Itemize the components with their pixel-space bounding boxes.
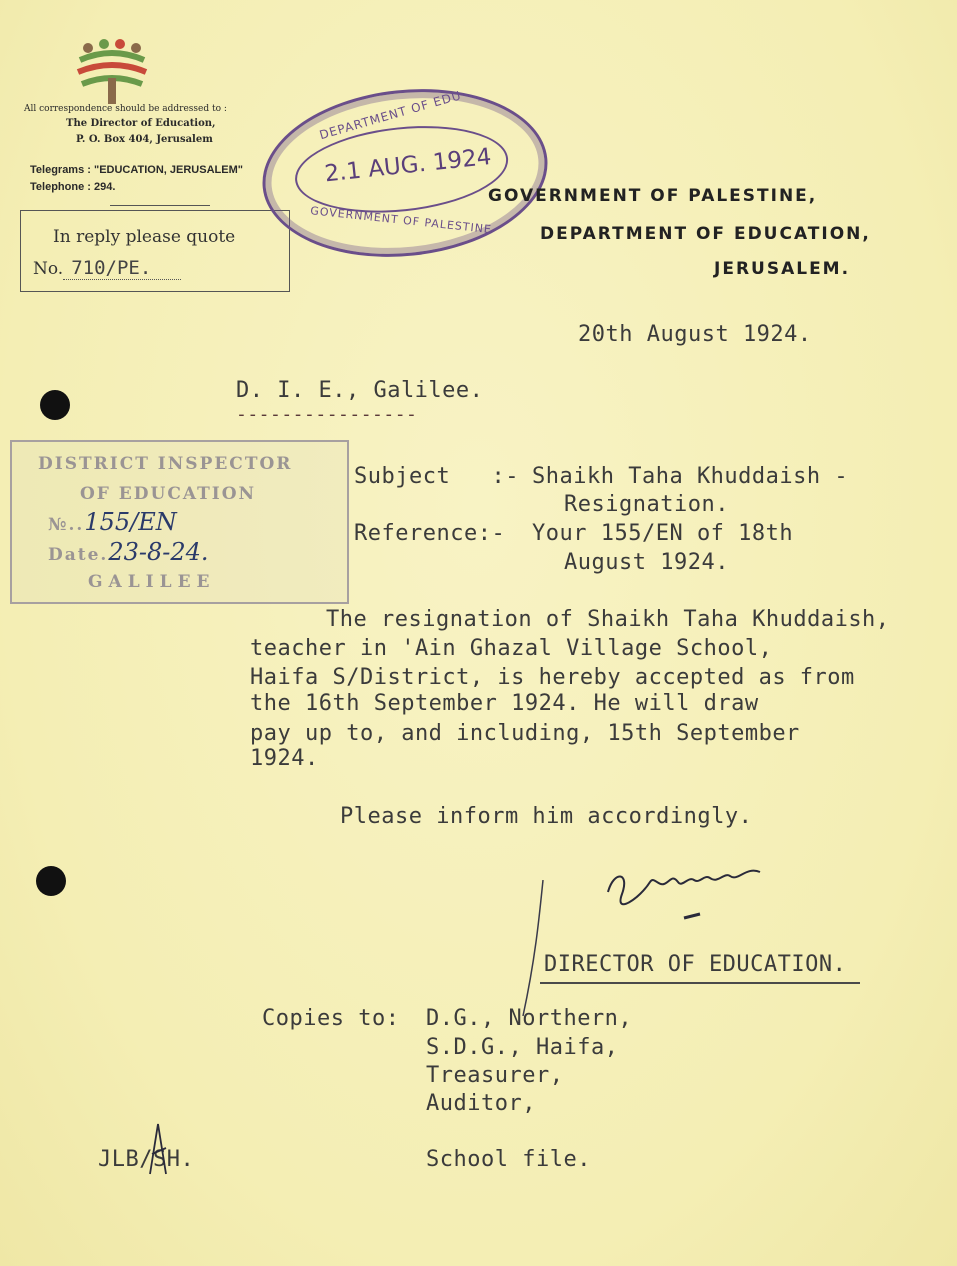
district-inspector-stamp — [10, 440, 349, 604]
address-line: The Director of Education, — [66, 118, 216, 129]
handwritten-signature — [600, 852, 780, 922]
copies-item: Auditor, — [426, 1091, 536, 1116]
reply-quote-box — [20, 210, 290, 292]
body-line: The resignation of Shaikh Taha Khuddaish, — [326, 607, 890, 632]
org-line-department: DEPARTMENT OF EDUCATION, — [540, 224, 871, 244]
di-stamp-number — [48, 508, 177, 536]
closing-line: Please inform him accordingly. — [340, 804, 753, 829]
body-line: Haifa S/District, is hereby accepted as from — [250, 665, 855, 690]
di-stamp-date — [48, 538, 209, 566]
org-line-government: GOVERNMENT OF PALESTINE, — [488, 186, 818, 206]
stamp-bottom-text: GOVERNMENT OF PALESTINE — [309, 204, 493, 237]
copies-label: Copies to: — [262, 1006, 400, 1031]
reference-line: August 1924. — [564, 550, 729, 575]
reply-no-label: No. — [33, 259, 64, 279]
di-stamp-line: GALILEE — [88, 572, 216, 592]
typist-initials: JLB/SH. — [98, 1147, 195, 1172]
subject-label: Subject :- — [354, 464, 519, 489]
body-line: the 16th September 1924. He will draw — [250, 691, 759, 716]
body-line: teacher in 'Ain Ghazal Village School, — [250, 636, 773, 661]
copies-item-school-file: School file. — [426, 1147, 591, 1172]
di-date-value: 23-8-24. — [108, 538, 209, 566]
addressee-underline: ---------------- — [236, 404, 418, 425]
telegrams-line: Telegrams : "EDUCATION, JERUSALEM" — [30, 164, 243, 176]
reply-label: In reply please quote — [53, 227, 236, 247]
copies-item: D.G., Northern, — [426, 1006, 633, 1031]
signature-stroke — [515, 880, 555, 1020]
subject-line: Shaikh Taha Khuddaish - — [532, 464, 849, 489]
di-no-value: 155/EN — [84, 508, 177, 536]
addressee: D. I. E., Galilee. — [236, 378, 484, 403]
initials-mark — [140, 1118, 180, 1178]
divider — [110, 205, 210, 206]
reference-label: Reference:- — [354, 521, 506, 546]
reference-line: Your 155/EN of 18th — [532, 521, 794, 546]
di-date-label: Date. — [48, 545, 109, 565]
letter-date: 20th August 1924. — [578, 322, 812, 347]
subject-line: Resignation. — [564, 492, 729, 517]
address-line: P. O. Box 404, Jerusalem — [76, 134, 213, 145]
di-no-label: №.. — [48, 515, 85, 535]
signature-title: DIRECTOR OF EDUCATION. — [544, 952, 847, 977]
copies-item: Treasurer, — [426, 1063, 564, 1088]
reply-number — [33, 257, 181, 279]
di-stamp-line: DISTRICT INSPECTOR — [38, 454, 293, 474]
punch-hole — [40, 390, 70, 420]
archive-logo — [74, 38, 150, 108]
body-line: 1924. — [250, 746, 319, 771]
reply-no-value: 710/PE. — [63, 257, 181, 280]
punch-hole — [36, 866, 66, 896]
stamp-top-text: DEPARTMENT OF EDU — [317, 88, 464, 143]
received-date-stamp — [254, 76, 556, 271]
signature-underline — [540, 982, 860, 984]
stamp-date: 2.1 AUG. 1924 — [323, 143, 493, 188]
body-line: pay up to, and including, 15th September — [250, 721, 800, 746]
di-stamp-line: OF EDUCATION — [80, 484, 257, 504]
address-line: All correspondence should be addressed to : — [24, 104, 227, 114]
org-line-city: JERUSALEM. — [714, 259, 851, 279]
telephone-line: Telephone : 294. — [30, 181, 116, 193]
copies-item: S.D.G., Haifa, — [426, 1035, 619, 1060]
